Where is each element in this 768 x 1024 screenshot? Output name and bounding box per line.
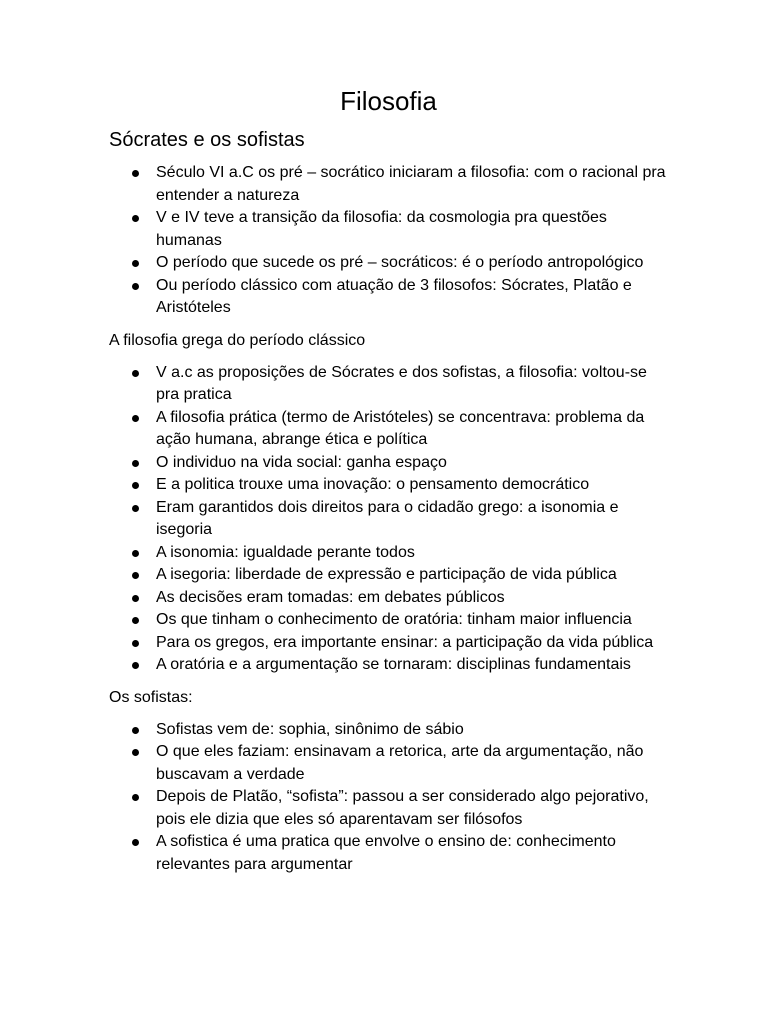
section-2 [109,330,668,677]
bullet-list [109,719,668,877]
bullet-icon [132,749,139,756]
bullet-icon [132,215,139,222]
list-item-text: A oratória e a argumentação se tornaram: disciplinas fundamentais [156,656,631,673]
list-item [156,542,668,565]
bullet-icon [132,617,139,624]
list-item [156,474,668,497]
bullet-icon [132,370,139,377]
list-item-text: V e IV teve a transição da filosofia: da cosmologia pra questões humanas [156,209,607,249]
list-item-text: A isonomia: igualdade perante todos [156,543,415,561]
list-item [156,587,668,610]
bullet-icon [132,170,139,177]
list-item-text: As decisões eram tomadas: em debates públicos [156,588,505,606]
list-item [156,162,668,207]
list-item [156,275,668,320]
list-item-text: Depois de Platão, “sofista”: passou a ser considerado algo pejorativo, pois ele dizia que eles só aparentavam ser filósofos [156,788,649,828]
list-item-text: A sofistica é uma pratica que envolve o ensino de: conhecimento relevantes para argumentar [156,833,616,873]
bullet-icon [132,572,139,579]
section-heading: Sócrates e os sofistas [109,129,305,151]
bullet-icon [132,415,139,422]
bullet-icon [132,727,139,734]
bullet-icon [132,460,139,467]
list-item [156,719,668,742]
list-item [156,632,668,655]
list-item [156,207,668,252]
list-item [156,564,668,587]
list-item-text: E a politica trouxe uma inovação: o pensamento democrático [156,476,590,493]
document-title: Filosofia [340,86,437,116]
list-item-text: O que eles faziam: ensinavam a retorica, arte da argumentação, não buscavam a verdade [156,743,644,783]
list-item-text: Eram garantidos dois direitos para o cidadão grego: a isonomia e isegoria [156,498,619,538]
list-item [156,362,668,407]
bullet-icon [132,662,139,669]
list-item-text: Século VI a.C os pré – socrático iniciaram a filosofia: com o racional pra entender a natureza [156,164,666,204]
bullet-icon [132,283,139,290]
bullet-list [109,362,668,677]
section-label: Os sofistas: [109,688,193,706]
list-item-text: O período que sucede os pré – socráticos: é o período antropológico [156,254,644,271]
list-item [156,741,668,786]
bullet-icon [132,550,139,557]
list-item [156,407,668,452]
list-item-text: Os que tinham o conhecimento de oratória: tinham maior influencia [156,611,632,628]
bullet-icon [132,260,139,267]
bullet-icon [132,839,139,846]
list-item-text: O individuo na vida social: ganha espaço [156,453,447,471]
bullet-list [109,162,668,320]
section-1 [109,162,668,320]
bullet-icon [132,505,139,512]
bullet-icon [132,794,139,801]
bullet-icon [132,482,139,489]
list-item-text: A isegoria: liberdade de expressão e participação de vida pública [156,566,617,583]
list-item [156,452,668,475]
list-item-text: V a.c as proposições de Sócrates e dos sofistas, a filosofia: voltou-se pra pratica [156,363,647,403]
list-item-text: Sofistas vem de: sophia, sinônimo de sábio [156,720,464,738]
list-item [156,497,668,542]
section-3 [109,687,668,877]
bullet-icon [132,595,139,602]
list-item-text: Ou período clássico com atuação de 3 filosofos: Sócrates, Platão e Aristóteles [156,276,632,316]
list-item-text: A filosofia prática (termo de Aristóteles) se concentrava: problema da ação humana, abrange ética e política [156,408,645,448]
list-item [156,831,668,876]
section-label: A filosofia grega do período clássico [109,331,366,349]
list-item [156,252,668,275]
list-item [156,609,668,632]
bullet-icon [132,640,139,647]
list-item [156,654,668,677]
list-item-text: Para os gregos, era importante ensinar: a participação da vida pública [156,633,654,651]
list-item [156,786,668,831]
